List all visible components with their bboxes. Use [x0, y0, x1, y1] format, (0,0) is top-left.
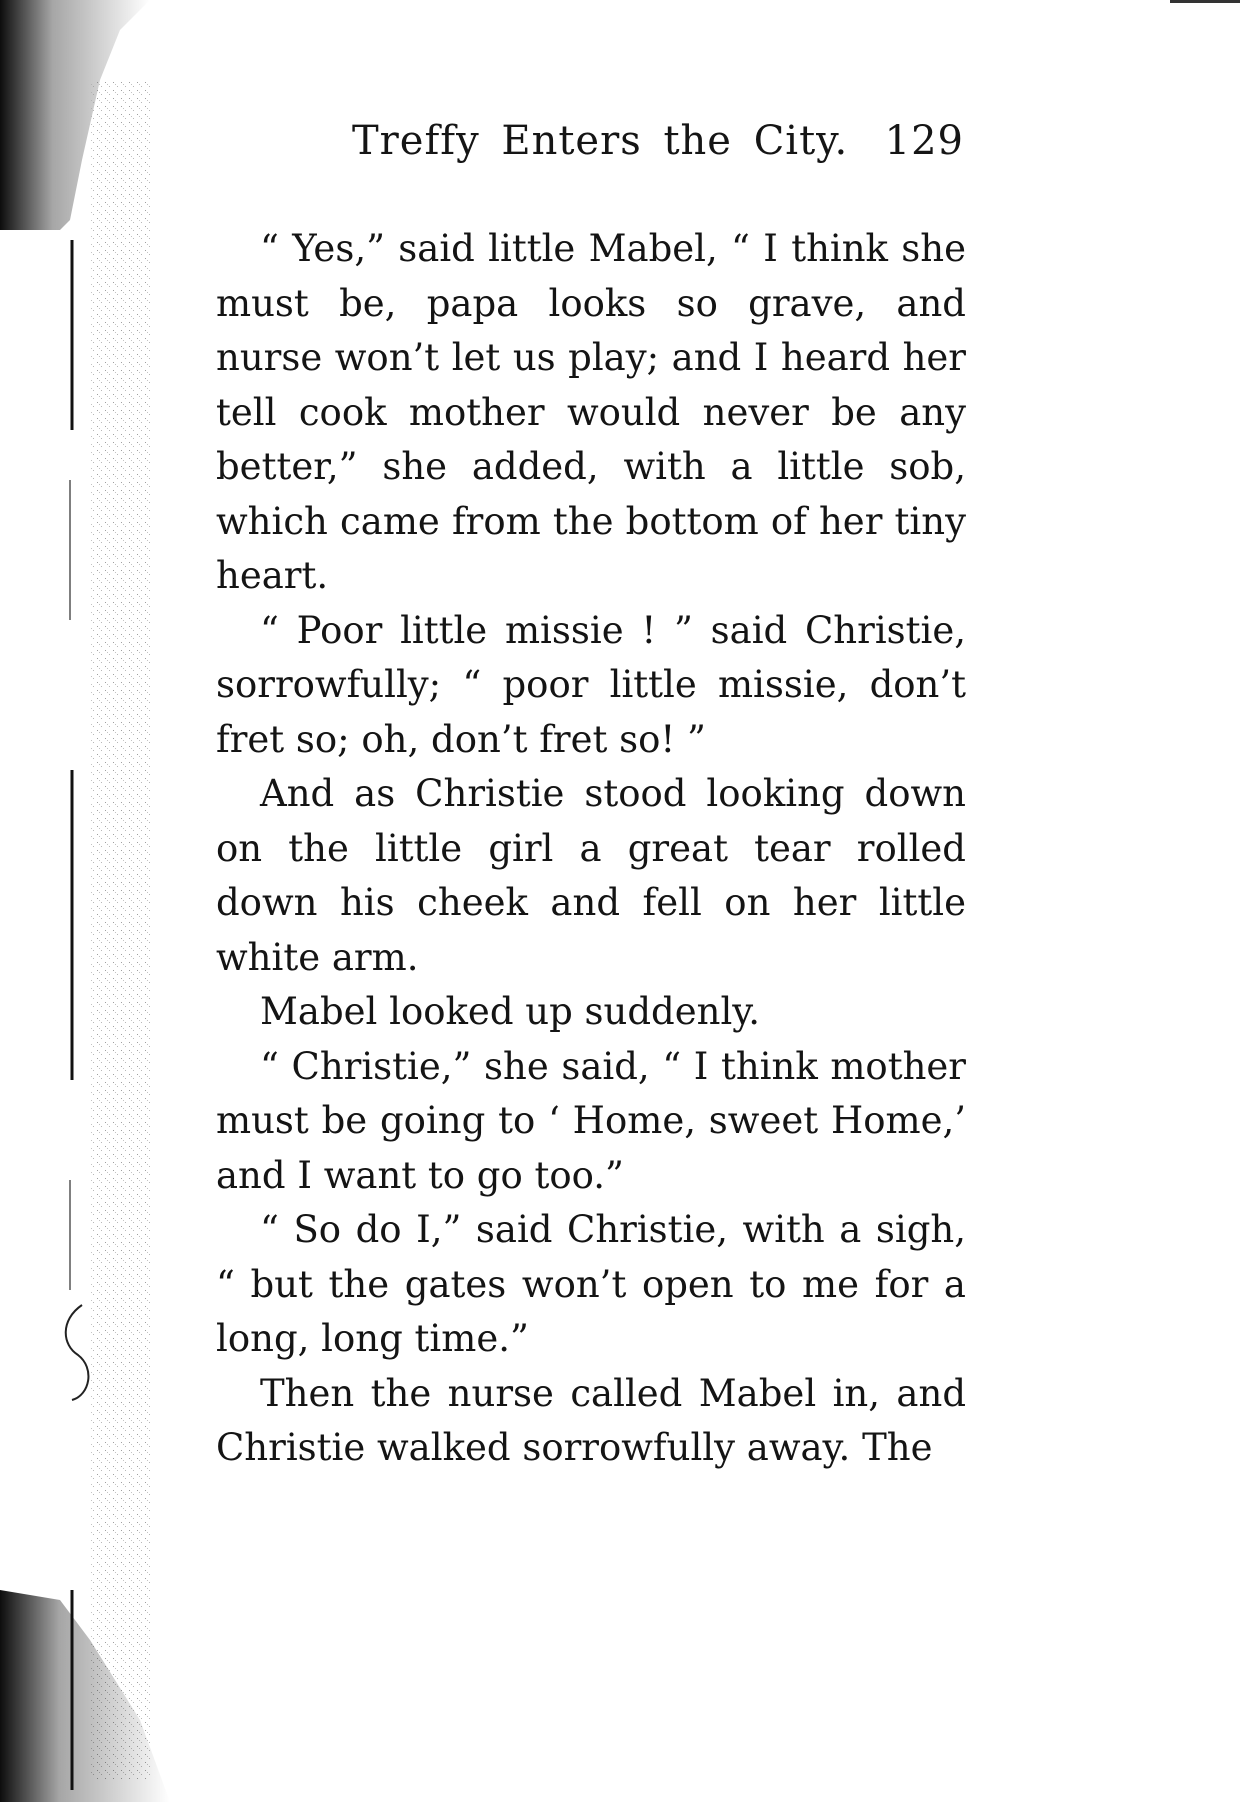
paragraph: And as Christie stood looking down on the little girl a great tear rolled down his cheek and fell on her little white arm.	[216, 772, 966, 979]
page-number: 129	[884, 118, 964, 164]
binding-shadow	[0, 0, 190, 1802]
body-text	[216, 222, 966, 1476]
paragraph: “ So do I,” said Christie, with a sigh, “ but the gates won’t open to me for a long, long time.”	[216, 1208, 966, 1360]
paragraph: “ Christie,” she said, “ I think mother must be going to ‘ Home, sweet Home,’ and I want to go too.”	[216, 1044, 966, 1197]
paragraph: “ Poor little missie ! ” said Christie, sorrowfully; “ poor little missie, don’t fret so; oh, don’t fret so! ”	[216, 608, 966, 761]
running-title: Treffy Enters the City.	[352, 118, 849, 164]
scan-edge-line	[1170, 0, 1240, 3]
paragraph: “ Yes,” said little Mabel, “ I think she must be, papa looks so grave, and nurse won’t let us play; and I heard her tell cook mother would never be any better,” she added, with a little sob, which came from the bottom of her tiny heart.	[216, 227, 966, 597]
paragraph: Mabel looked up suddenly.	[260, 990, 761, 1033]
paragraph: Then the nurse called Mabel in, and Christie walked sorrowfully away. The	[216, 1371, 966, 1469]
running-head	[352, 118, 964, 188]
